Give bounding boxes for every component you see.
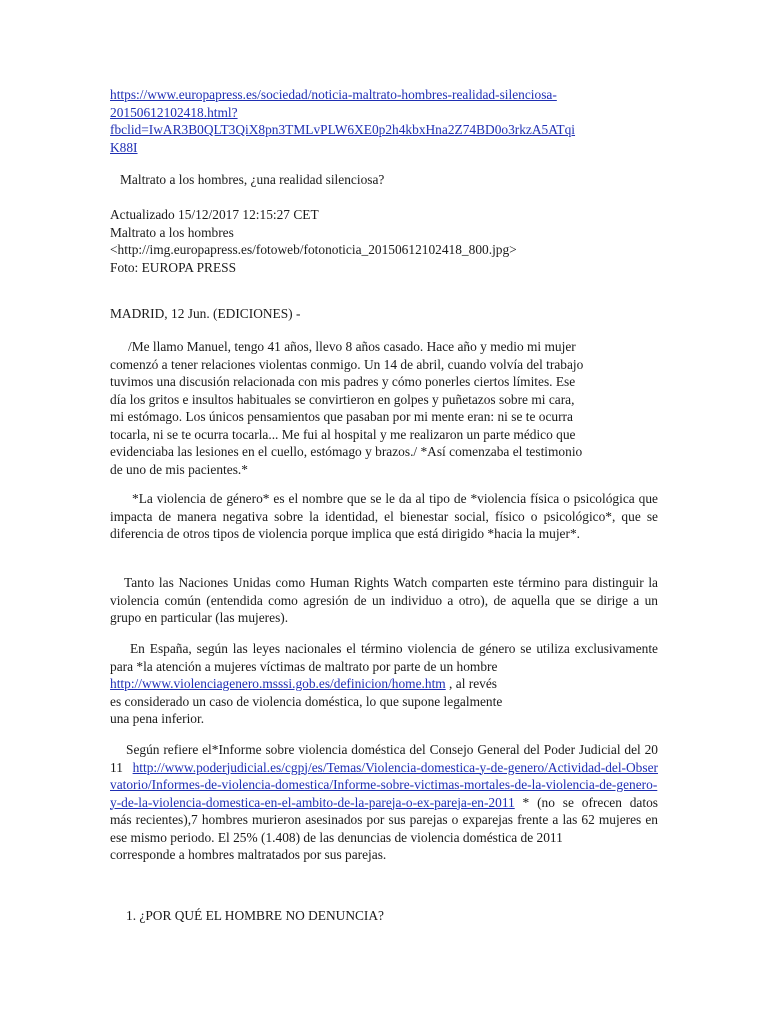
source-url-line-3[interactable]: fbclid=IwAR3B0QLT3QiX8pn3TMLvPLW6XE0p2h4kbxHna2Z74BD0o3rkzA5ATqi xyxy=(110,122,576,137)
paragraph-human-rights: Tanto las Naciones Unidas como Human Rights Watch comparten este término para distinguir la violencia común (entendida como agresión de un individuo a otro), de aquella que se dirige a un grupo en particular (las mujeres). xyxy=(110,575,658,625)
source-url-line-4[interactable]: K88I xyxy=(110,139,138,155)
paragraph-line: mi estómago. Los únicos pensamientos que pasaban por mi mente eran: ni se te ocurra xyxy=(110,409,573,424)
poderjudicial-link[interactable]: http://www.poderjudicial.es/cgpj/es/Temas/Violencia-domestica-y-de-genero/Actividad-del-Observatorio/Informes-de-violencia-domestica/Informe-sobre-victimas-mortales-de-la-violencia-de-genero-y-de-la-violencia-domestica-en-el-ambito-de-la-pareja-o-ex-pareja-en-2011 xyxy=(110,759,658,810)
article-title: Maltrato a los hombres, ¿una realidad silenciosa? xyxy=(120,172,385,187)
source-url-line-2[interactable]: 20150612102418.html? xyxy=(110,104,238,120)
paragraph-line: comenzó a tener relaciones violentas conmigo. Un 14 de abril, cuando volvía del trabajo xyxy=(110,356,584,372)
paragraph-judicial-report xyxy=(110,741,658,864)
violenciagenero-link[interactable]: http://www.violenciagenero.msssi.gob.es/definicion/home.htm xyxy=(110,676,446,691)
image-reference: <http://img.europapress.es/fotoweb/fotonoticia_20150612102418_800.jpg> xyxy=(110,242,517,257)
paragraph-line: una pena inferior. xyxy=(110,711,205,726)
dateline: MADRID, 12 Jun. (EDICIONES) - xyxy=(110,306,301,321)
paragraph-line: tuvimos una discusión relacionada con mis padres y cómo ponerles ciertos límites. Ese xyxy=(110,374,576,389)
paragraph-line: corresponde a hombres maltratados por sus parejas. xyxy=(110,847,387,862)
paragraph-testimony xyxy=(110,338,583,478)
paragraph-spain-law xyxy=(110,640,658,728)
paragraph-line: /Me llamo Manuel, tengo 41 años, llevo 8 años casado. Hace año y medio mi mujer xyxy=(128,339,576,354)
paragraph-gender-violence-definition: *La violencia de género* es el nombre que se le da al tipo de *violencia física o psicológica que impacta de manera negativa sobre la identidad, el bienestar social, físico o psicológico*, que se diferencia de otros tipos de violencia porque implica que está dirigido *hacia la mujer*. xyxy=(110,491,658,541)
paragraph-line: tocarla, ni se te ocurra tocarla... Me fui al hospital y me realizaron un parte médico que xyxy=(110,426,576,442)
image-caption: Maltrato a los hombres xyxy=(110,224,234,240)
paragraph-line: evidenciaba las lesiones en el cuello, estómago y brazos./ *Así comenzaba el testimonio xyxy=(110,444,583,459)
section-heading: 1. ¿POR QUÉ EL HOMBRE NO DENUNCIA? xyxy=(126,908,384,923)
paragraph-text xyxy=(110,741,658,846)
photo-credit: Foto: EUROPA PRESS xyxy=(110,259,237,275)
paragraph-line: es considerado un caso de violencia doméstica, lo que supone legalmente xyxy=(110,693,503,709)
article-meta xyxy=(110,206,517,276)
updated-timestamp: Actualizado 15/12/2017 12:15:27 CET xyxy=(110,207,319,222)
source-url-link[interactable] xyxy=(110,86,575,156)
paragraph-text: , al revés xyxy=(445,676,498,691)
paragraph-intro: Según refiere el*Informe sobre violencia doméstica del Consejo General del Poder Judicial del 2011 xyxy=(110,742,658,775)
paragraph-line: de uno de mis pacientes.* xyxy=(110,461,248,477)
paragraph-text: En España, según las leyes nacionales el término violencia de género se utiliza exclusivamente para *la atención a mujeres víctimas de maltrato por parte de un hombre xyxy=(110,641,658,674)
source-url-line-1[interactable]: https://www.europapress.es/sociedad/noticia-maltrato-hombres-realidad-silenciosa- xyxy=(110,87,557,102)
paragraph-line: día los gritos e insultos habituales se convirtieron en golpes y puñetazos sobre mi cara, xyxy=(110,391,575,407)
paragraph-link-line xyxy=(110,675,658,693)
paragraph-continuation: * (no se ofrecen datos más recientes),7 hombres murieron asesinados por sus parejas o exparejas frente a las 62 mujeres en ese mismo periodo. El 25% (1.408) de las denuncias de violencia doméstica de 2011 xyxy=(110,794,658,845)
